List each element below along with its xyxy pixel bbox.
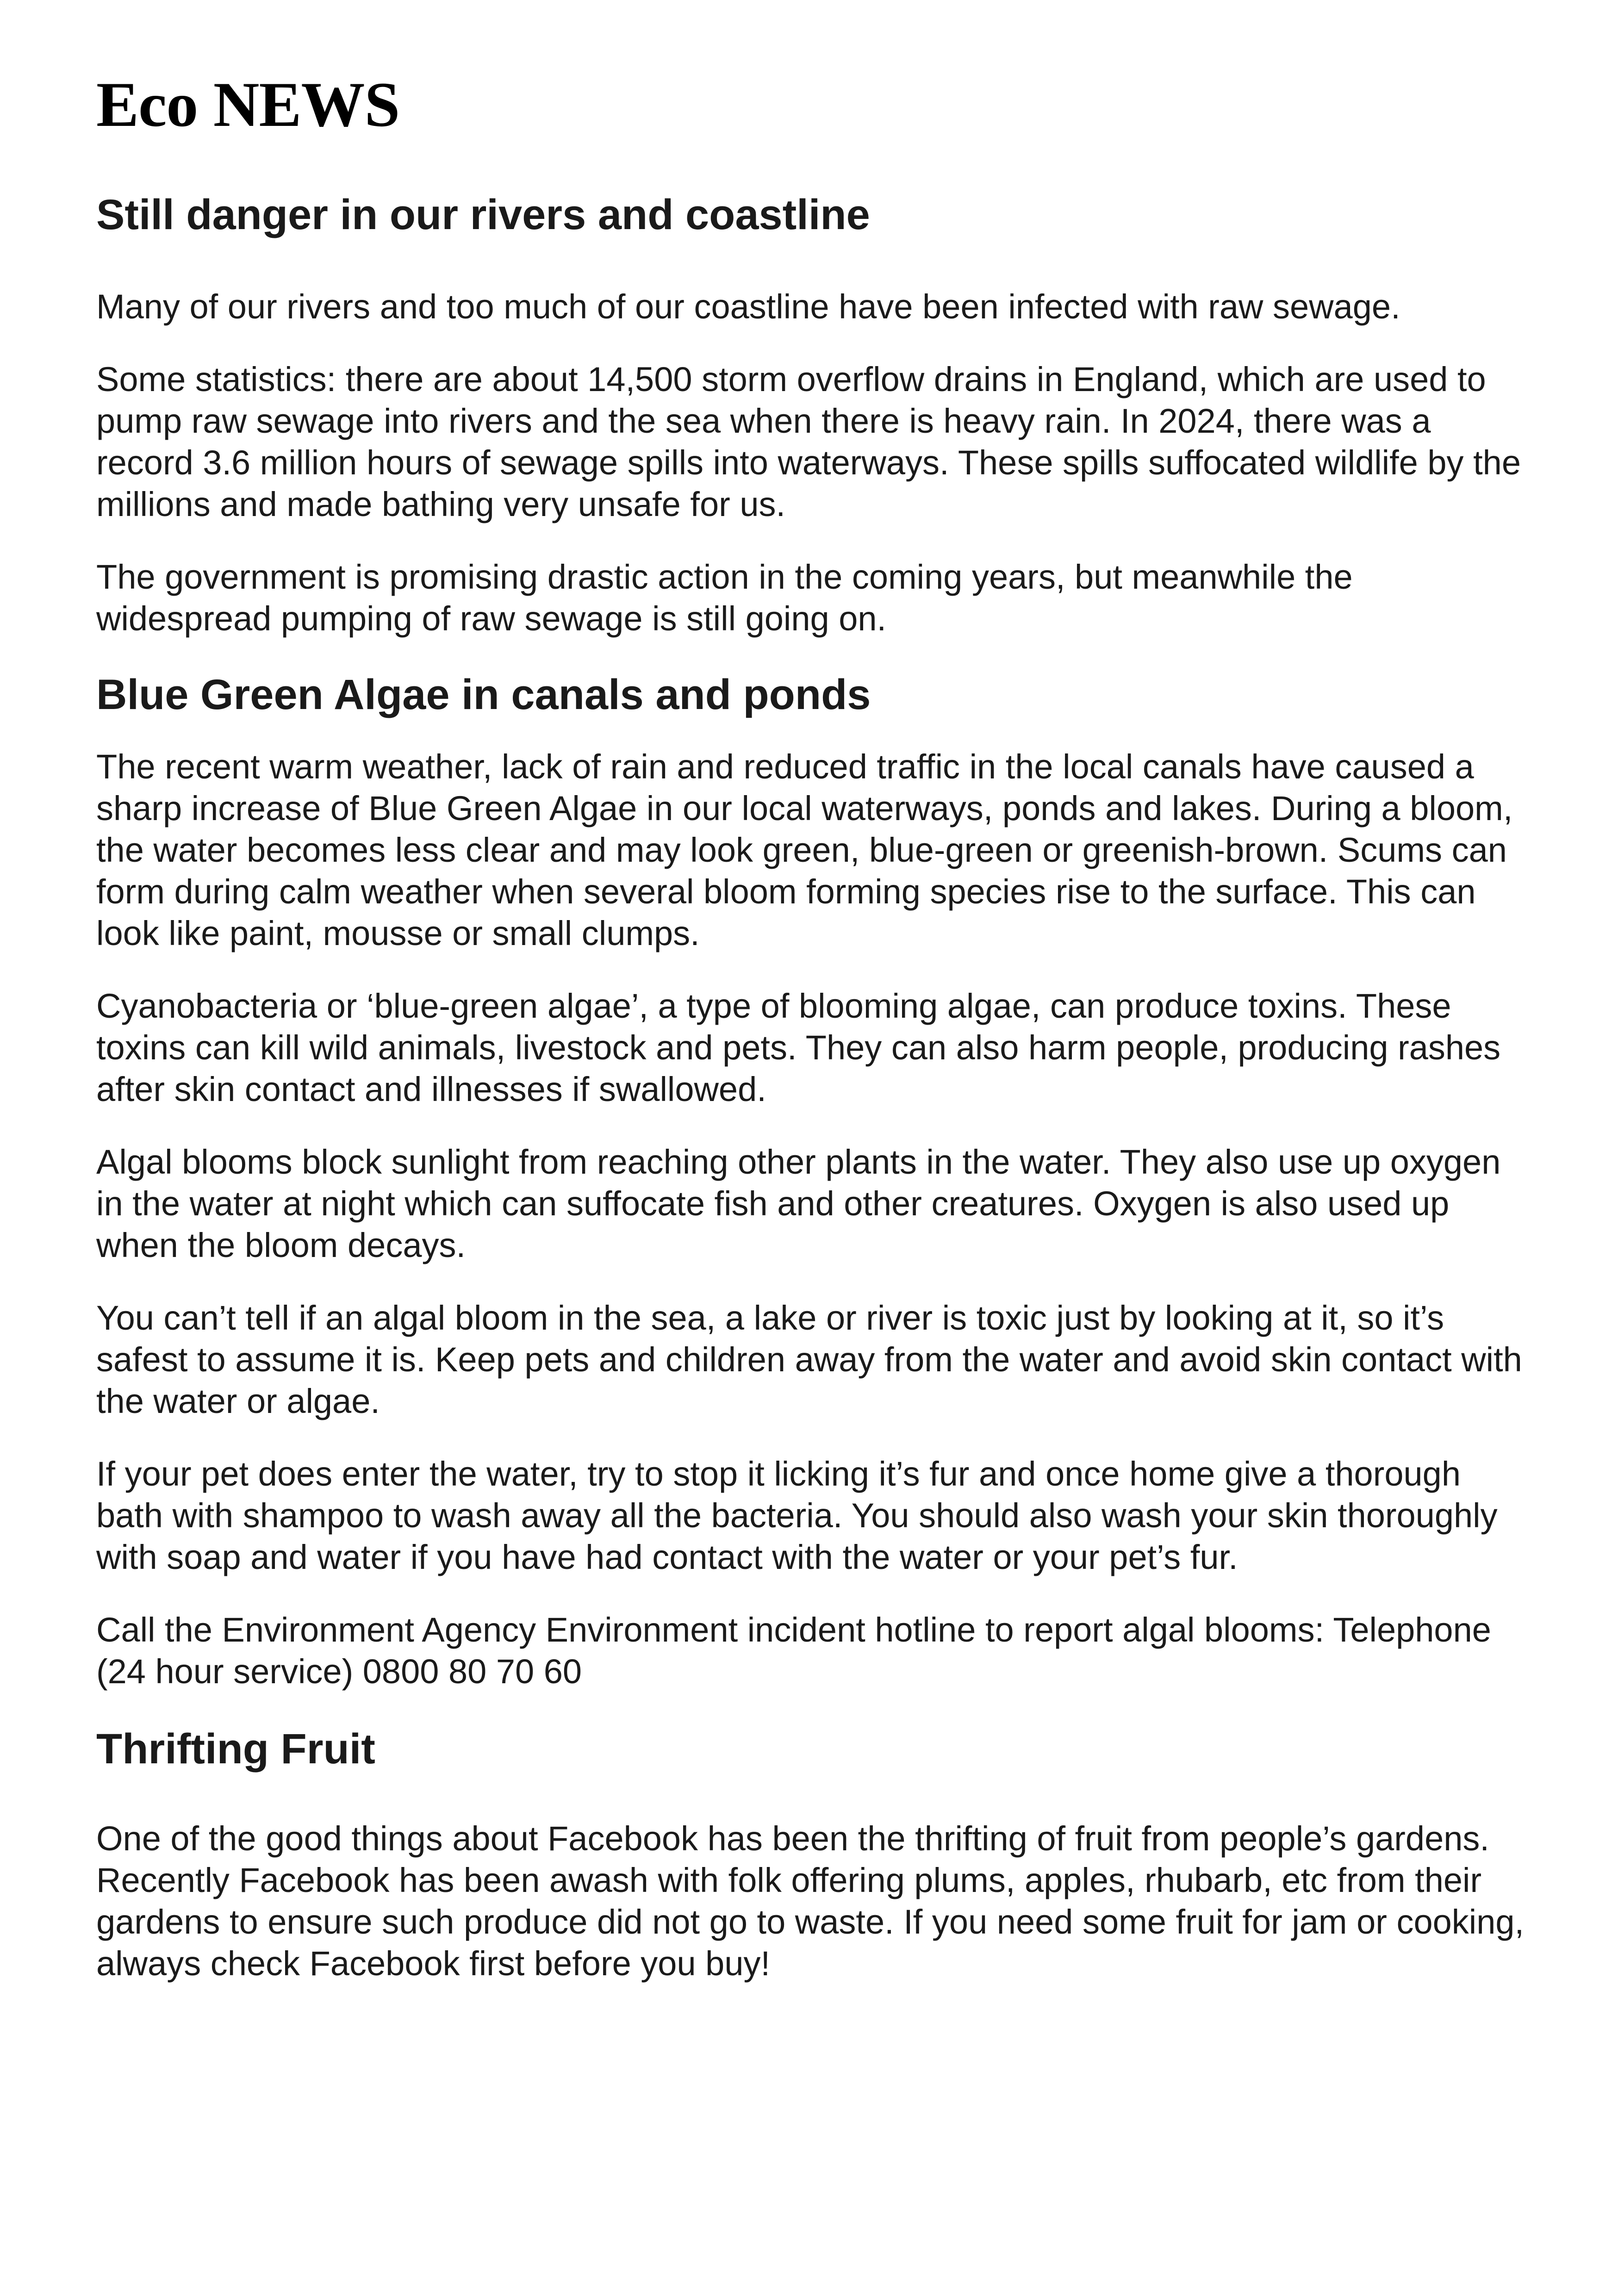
article-paragraph: If your pet does enter the water, try to stop it licking it’s fur and once home give a thorough bath with shampoo to wash away all the bacteria. You should also wash your skin thoroughly with soap and water if you have had contact with the water or your pet’s fur. xyxy=(96,1455,1498,1577)
article-paragraph: The government is promising drastic action in the coming years, but meanwhile the widespread pumping of raw sewage is still going on. xyxy=(96,557,1353,638)
article-algae xyxy=(96,671,1536,1693)
article-paragraph: Some statistics: there are about 14,500 storm overflow drains in England, which are used to pump raw sewage into rivers and the sea when there is heavy rain. In 2024, there was a record 3.6 million hours of sewage spills into waterways. These spills suffocated wildlife by the millions and made bathing very unsafe for us. xyxy=(96,360,1521,523)
article-title: Blue Green Algae in canals and ponds xyxy=(96,671,871,718)
article-paragraph: Cyanobacteria or ‘blue-green algae’, a type of blooming algae, can produce toxins. These toxins can kill wild animals, livestock and pets. They can also harm people, producing rashes after skin contact and illnesses if swallowed. xyxy=(96,987,1501,1109)
article-thrifting-fruit xyxy=(96,1725,1536,1985)
article-title: Still danger in our rivers and coastline xyxy=(96,191,870,238)
article-paragraph: The recent warm weather, lack of rain and reduced traffic in the local canals have caused a sharp increase of Blue Green Algae in our local waterways, ponds and lakes. During a bloom, the water becomes less clear and may look green, blue-green or greenish-brown. Scums can form during calm weather when several bloom forming species rise to the surface. This can look like paint, mousse or small clumps. xyxy=(96,747,1513,953)
newsletter-masthead: Eco NEWS xyxy=(96,69,400,140)
article-title: Thrifting Fruit xyxy=(96,1725,375,1773)
article-paragraph: Many of our rivers and too much of our coastline have been infected with raw sewage. xyxy=(96,287,1400,326)
article-sewage xyxy=(96,191,1536,640)
hotline-paragraph: Call the Environment Agency Environment incident hotline to report algal blooms: Telephone (24 hour service) 0800 80 70 60 xyxy=(96,1611,1491,1691)
newsletter-page xyxy=(96,69,1536,2016)
article-paragraph: One of the good things about Facebook has been the thrifting of fruit from people’s gardens. Recently Facebook has been awash with folk offering plums, apples, rhubarb, etc from their gardens to ensure such produce did not go to waste. If you need some fruit for jam or cooking, always check Facebook first before you buy! xyxy=(96,1819,1525,1983)
article-paragraph: You can’t tell if an algal bloom in the sea, a lake or river is toxic just by looking at it, so it’s safest to assume it is. Keep pets and children away from the water and avoid skin contact with the water or algae. xyxy=(96,1299,1522,1421)
article-paragraph: Algal blooms block sunlight from reaching other plants in the water. They also use up oxygen in the water at night which can suffocate fish and other creatures. Oxygen is also used up when the bloom decays. xyxy=(96,1143,1501,1265)
